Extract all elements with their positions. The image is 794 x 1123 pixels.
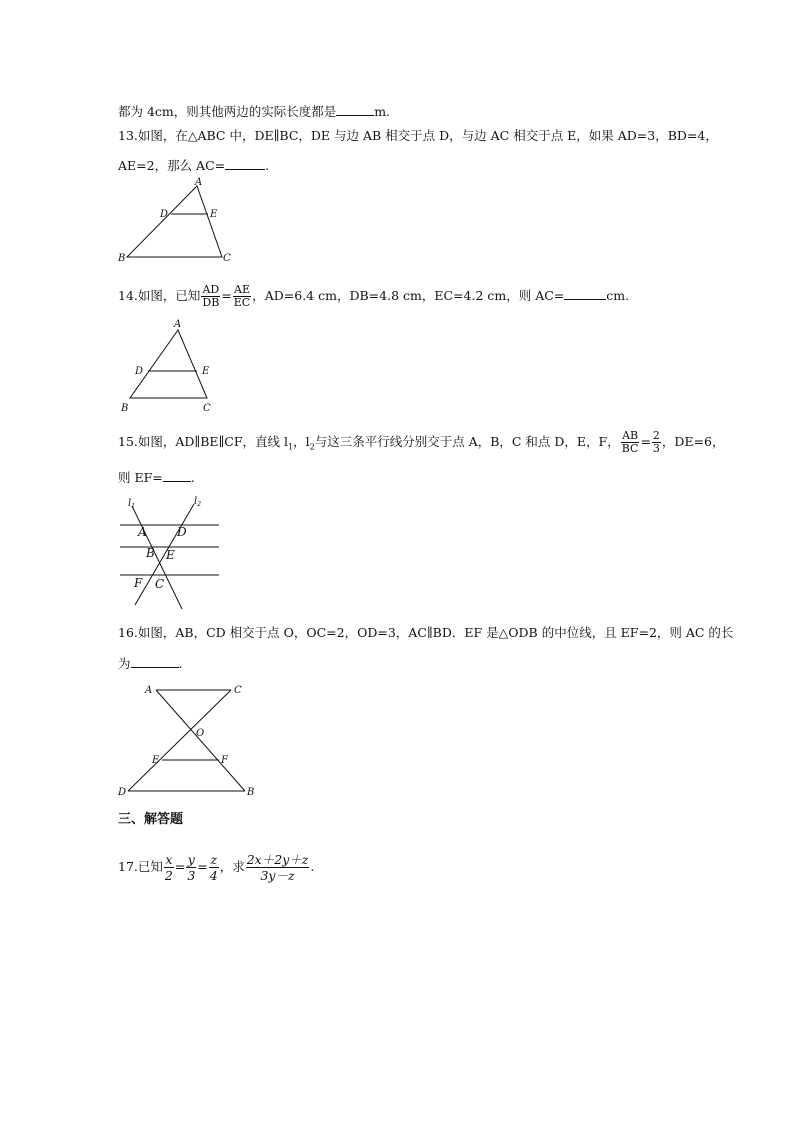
q15-line2 <box>118 469 195 486</box>
q15-label-e: E <box>166 548 175 562</box>
q15-sub2: 2 <box>309 442 315 452</box>
q15-line2-text: 则 EF= <box>118 470 163 485</box>
q14-unit: cm. <box>606 288 630 303</box>
q14-fraction-ae-ec: $\frac{AE}{EC}$ <box>233 283 251 309</box>
q15-label-f: F <box>134 576 143 590</box>
q13-line1: 13.如图，在△ABC 中，DE∥BC，DE 与边 AB 相交于点 D，与边 AC 相交于点 E，如果 AD=3，BD=4， <box>118 128 718 143</box>
q15-mid: ，l <box>293 434 310 449</box>
q15-label-a: A <box>138 525 147 539</box>
q17-line <box>118 852 314 883</box>
q13-label-c: C <box>223 253 231 264</box>
q15-fraction-2-3: $\frac{2}{3}$ <box>652 429 660 455</box>
q16-bowtie-figure <box>115 678 265 798</box>
q15-equals: = <box>640 434 651 449</box>
q15-tail: ，DE=6， <box>661 434 725 449</box>
q13-label-b: B <box>118 253 126 264</box>
q15-label-l1: $l_1$ <box>128 498 136 510</box>
q13-line2-text: AE=2，那么 AC= <box>118 158 226 173</box>
q14-triangle-abc <box>130 330 207 398</box>
q14-label-c: C <box>203 403 211 414</box>
q17-fraction-z-4: $\frac{z}{4}$ <box>209 852 218 883</box>
q14-label-a: A <box>174 319 182 330</box>
q14-label-d: D <box>135 366 144 377</box>
q13-answer-blank[interactable] <box>225 157 265 170</box>
q14-answer-blank[interactable] <box>564 287 606 300</box>
q16-label-d: D <box>118 787 127 798</box>
q15-fraction-ab-bc: $\frac{AB}{BC}$ <box>621 429 639 455</box>
q16-label-b: B <box>247 787 255 798</box>
q15-prefix: 15.如图，AD∥BE∥CF，直线 l <box>118 434 288 449</box>
q15-answer-blank[interactable] <box>163 469 191 482</box>
q16-line1: 16.如图，AB，CD 相交于点 O，OC=2，OD=3，AC∥BD．EF 是△ODB 的中位线，且 EF=2，则 AC 的长 <box>118 625 734 640</box>
q15-line-l2 <box>135 504 194 605</box>
q16-segment-cd <box>128 690 231 791</box>
q13-label-e: E <box>210 209 218 220</box>
q15-parallel-lines-figure <box>115 492 225 612</box>
section-title-solutions: 三、解答题 <box>118 812 184 827</box>
q13-label-d: D <box>160 209 169 220</box>
q16-label-c: C <box>234 685 242 696</box>
q15-line1 <box>118 430 725 456</box>
q14-triangle-figure <box>115 318 225 413</box>
q13-end: . <box>265 158 270 173</box>
q16-end: . <box>178 656 183 671</box>
q15-sub1: 1 <box>288 442 294 452</box>
q17-equals-1: = <box>174 859 186 874</box>
q15-label-l2: $l_2$ <box>194 496 202 508</box>
q13-triangle-abc <box>127 186 222 257</box>
q17-equals-2: = <box>197 859 208 874</box>
q15-label-d: D <box>177 525 187 539</box>
q14-fraction-ad-db: $\frac{AD}{DB}$ <box>202 283 220 309</box>
q12-unit: m. <box>374 104 391 119</box>
q16-segment-ab <box>156 690 245 791</box>
q14-line <box>118 284 629 309</box>
q12-tail-text: 都为 4cm，则其他两边的实际长度都是 <box>118 104 337 119</box>
q16-line2-text: 为 <box>118 656 131 671</box>
q13-label-a: A <box>195 177 203 188</box>
q17-fraction-y-3: $\frac{y}{3}$ <box>187 852 196 883</box>
q14-label-e: E <box>202 366 210 377</box>
q13-line2 <box>118 157 269 174</box>
q17-fraction-x-2: $\frac{x}{2}$ <box>164 852 173 883</box>
q14-label-b: B <box>121 403 129 414</box>
q16-line2 <box>118 655 183 672</box>
q17-prefix: 17.已知 <box>118 859 163 874</box>
q12-tail-line <box>118 103 390 120</box>
q13-triangle-figure <box>115 176 245 266</box>
q16-label-o: O <box>196 728 205 739</box>
q17-fraction-expression: $\frac{2x+2y+z}{3y-z}$ <box>246 852 309 883</box>
q16-answer-blank[interactable] <box>131 655 179 668</box>
q15-label-c: C <box>155 577 165 591</box>
q15-text: 与这三条平行线分别交于点 A，B，C 和点 D，E，F， <box>314 434 620 449</box>
q14-prefix: 14.如图，已知 <box>118 288 201 303</box>
q14-text: ，AD=6.4 cm，DB=4.8 cm，EC=4.2 cm，则 AC= <box>252 288 565 303</box>
q16-label-a: A <box>145 685 153 696</box>
q17-mid: ，求 <box>219 859 245 874</box>
q16-label-e: E <box>152 755 160 766</box>
q14-equals: = <box>221 288 232 303</box>
q12-answer-blank[interactable] <box>336 103 374 116</box>
q15-end: . <box>190 470 195 485</box>
q16-label-f: F <box>221 755 228 766</box>
q15-label-b: B <box>146 546 155 560</box>
q17-end: . <box>310 859 315 874</box>
